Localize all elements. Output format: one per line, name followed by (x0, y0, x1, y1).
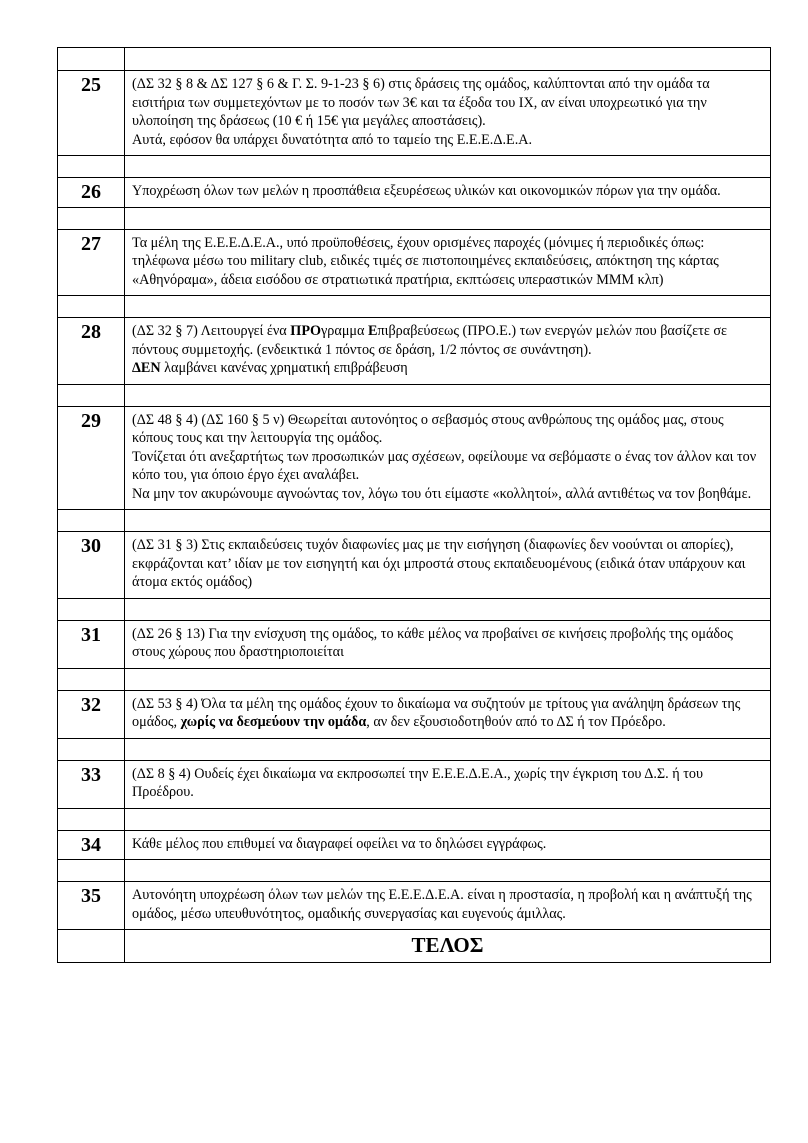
spacer-row (58, 296, 771, 318)
rule-row (58, 318, 771, 385)
rule-paragraph: (ΔΣ 32 § 8 & ΔΣ 127 § 6 & Γ. Σ. 9-1-23 § 6) στις δράσεις της ομάδος, καλύπτονται από την ομάδα τα εισιτήρια των συμμετεχόντων με το ποσόν των 3€ και τα έξοδα του ΙΧ, αν είναι υποχρεωτικό για την υλοποίηση της δράσεως (10 € ή 15€ για μεγάλες αποστάσεις). (132, 76, 710, 129)
rule-text (125, 690, 771, 738)
rule-text (125, 178, 771, 208)
rule-paragraph: Να μην τον ακυρώνουμε αγνοώντας τον, λόγω του ότι είμαστε «κολλητοί», αλλά αντιθέτως να τον βοηθάμε. (132, 485, 752, 502)
spacer-row (58, 48, 771, 71)
rule-row (58, 760, 771, 808)
rule-number: 30 (58, 532, 125, 599)
rule-paragraph: Αυτά, εφόσον θα υπάρχει δυνατότητα από το ταμείο της Ε.Ε.Ε.Δ.Ε.Α. (132, 131, 533, 148)
rule-paragraph: Τονίζεται ότι ανεξαρτήτως των προσωπικών μας σχέσεων, οφείλουμε να σεβόμαστε ο ένας τον άλλον και τον κόπο του, για όποιο έργο έχει αναλάβει. (132, 448, 757, 483)
rule-row (58, 178, 771, 208)
spacer-row (58, 156, 771, 178)
rule-number: 35 (58, 882, 125, 930)
rule-paragraph: ΔΕΝ λαμβάνει κανένας χρηματική επιβράβευση (132, 360, 408, 376)
rule-row (58, 229, 771, 296)
rule-paragraph: Αυτονόητη υποχρέωση όλων των μελών της Ε.Ε.Ε.Δ.Ε.Α. είναι η προστασία, η προβολή και η ανάπτυξή της ομάδος, μέσω υπευθυνότητος, ομαδικής συνεργασίας και ευγενούς άμιλλας. (132, 887, 752, 922)
spacer-row (58, 598, 771, 620)
rule-number: 32 (58, 690, 125, 738)
rule-row (58, 882, 771, 930)
rule-number: 27 (58, 229, 125, 296)
rule-number: 29 (58, 406, 125, 510)
rule-paragraph: (ΔΣ 26 § 13) Για την ενίσχυση της ομάδος, το κάθε μέλος να προβαίνει σε κινήσεις προβολής της ομάδος στους χώρους που δραστηριοποιείται (132, 625, 733, 660)
rule-text (125, 318, 771, 385)
rule-number: 33 (58, 760, 125, 808)
spacer-row (58, 384, 771, 406)
spacer-row (58, 860, 771, 882)
spacer-row (58, 510, 771, 532)
rule-text (125, 760, 771, 808)
rules-table (57, 47, 771, 963)
rule-row (58, 620, 771, 668)
rule-paragraph: (ΔΣ 8 § 4) Ουδείς έχει δικαίωμα να εκπροσωπεί την Ε.Ε.Ε.Δ.Ε.Α., χωρίς την έγκριση του Δ.Σ. ή του Προέδρου. (132, 765, 704, 800)
end-row (58, 930, 771, 963)
rule-paragraph: (ΔΣ 53 § 4) Όλα τα μέλη της ομάδος έχουν το δικαίωμα να συζητούν με τρίτους για ανάληψη δράσεων της ομάδος, χωρίς να δεσμεύουν την ομάδα, αν δεν εξουσιοδοτηθούν από το ΔΣ ή τον Πρόεδρο. (132, 695, 741, 730)
rule-number: 26 (58, 178, 125, 208)
rule-number: 34 (58, 830, 125, 860)
rule-paragraph: Τα μέλη της Ε.Ε.Ε.Δ.Ε.Α., υπό προϋποθέσεις, έχουν ορισμένες παροχές (μόνιμες ή περιοδικές όπως: τηλέφωνα μέσω του military club, ειδικές τιμές σε πιστοποιημένες εκπαιδεύσεις, απόκτηση της κάρτας «Αθηνόραμα», άδεια εισόδου σε στρατιωτικά πρατήρια, εκπτώσεις υπεραστικών ΜΜΜ κλπ) (132, 234, 719, 288)
rule-number: 25 (58, 71, 125, 156)
rule-row (58, 532, 771, 599)
rule-paragraph: (ΔΣ 31 § 3) Στις εκπαιδεύσεις τυχόν διαφωνίες μας με την εισήγηση (διαφωνίες δεν νοούνται οι απορίες), εκφράζονται κατ’ ιδίαν με τον εισηγητή και όχι μπροστά στους εκπαιδευομένους (ειδικά όταν υπάρχουν και άτομα εκτός ομάδος) (132, 537, 746, 590)
rule-text (125, 830, 771, 860)
rule-paragraph: (ΔΣ 48 § 4) (ΔΣ 160 § 5 ν) Θεωρείται αυτονόητος ο σεβασμός στους ανθρώπους της ομάδος μας, στους κόπους τους και την λειτουργία της ομάδος. (132, 411, 724, 446)
rule-text (125, 229, 771, 296)
rule-paragraph: Κάθε μέλος που επιθυμεί να διαγραφεί οφείλει να το δηλώσει εγγράφως. (132, 835, 547, 852)
rule-row (58, 830, 771, 860)
rule-paragraph: (ΔΣ 32 § 7) Λειτουργεί ένα ΠΡΟγραμμα Επιβραβεύσεως (ΠΡΟ.Ε.) των ενεργών μελών που βασίζετε σε πόντους συμμετοχής. (ενδεικτικά 1 πόντος σε δράση, 1/2 πόντος σε συνάντηση). (132, 323, 727, 358)
rule-row (58, 690, 771, 738)
spacer-row (58, 738, 771, 760)
end-label: ΤΕΛΟΣ (125, 930, 771, 963)
rule-row (58, 406, 771, 510)
rule-text (125, 532, 771, 599)
rule-row (58, 71, 771, 156)
rule-text (125, 406, 771, 510)
spacer-row (58, 808, 771, 830)
spacer-row (58, 668, 771, 690)
spacer-row (58, 207, 771, 229)
rule-paragraph: Υποχρέωση όλων των μελών η προσπάθεια εξευρέσεως υλικών και οικονομικών πόρων για την ομάδα. (132, 183, 721, 199)
rule-text (125, 620, 771, 668)
rule-number: 28 (58, 318, 125, 385)
rule-text (125, 882, 771, 930)
rule-text (125, 71, 771, 156)
rule-number: 31 (58, 620, 125, 668)
